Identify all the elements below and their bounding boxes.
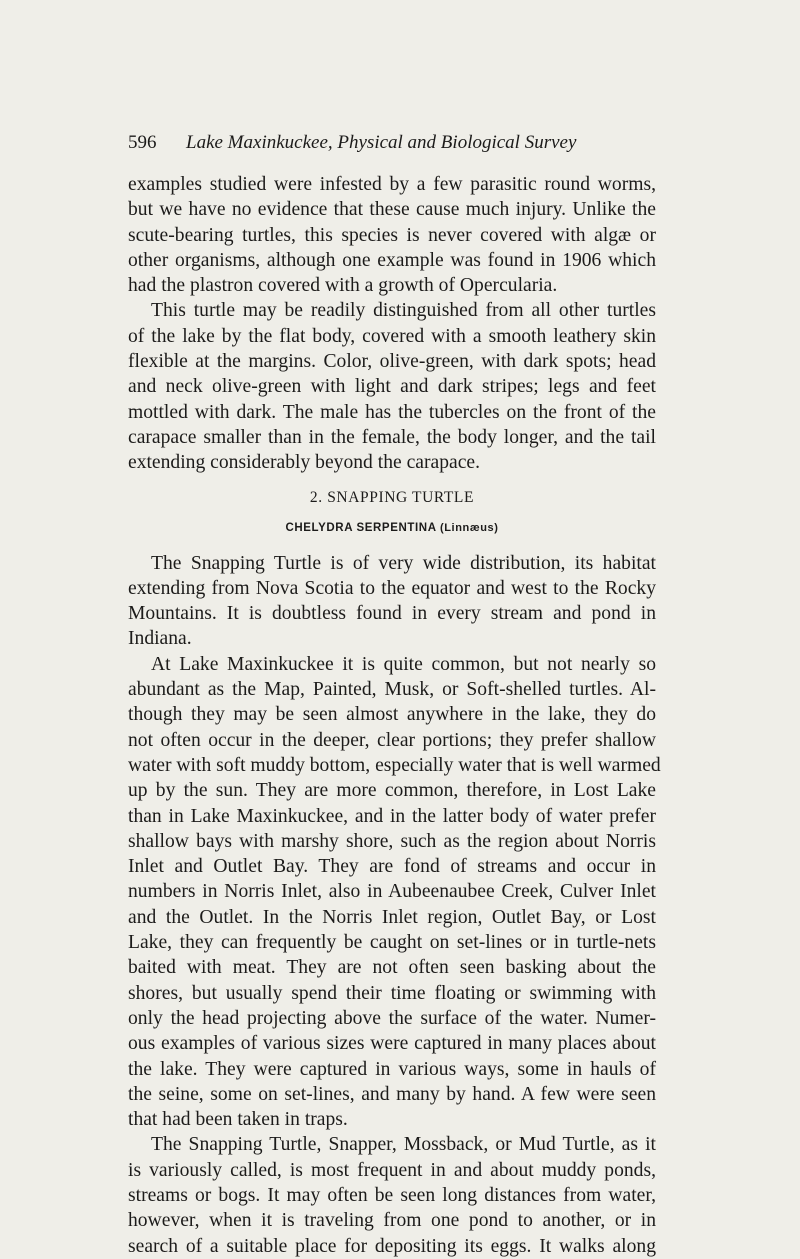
text-line: of the lake by the flat body, covered with a smooth leathery skin [128, 325, 656, 347]
text-line: however, when it is traveling from one pond to another, or in [128, 1210, 656, 1232]
text-line: shallow bays with marshy shore, such as the region about Norris [128, 830, 656, 852]
text-line: flexible at the margins. Color, olive-green, with dark spots; head [128, 351, 656, 373]
text-line: extending from Nova Scotia to the equator and west to the Rocky [128, 577, 656, 599]
page-number: 596 [128, 132, 157, 153]
text-line: mottled with dark. The male has the tubercles on the front of the [128, 401, 656, 423]
body-text [128, 172, 661, 1259]
text-line: streams or bogs. It may often be seen long distances from water, [128, 1184, 656, 1206]
text-line: Lake, they can frequently be caught on set-lines or in turtle-nets [128, 932, 656, 954]
text-line: and the Outlet. In the Norris Inlet region, Outlet Bay, or Lost [128, 906, 656, 928]
text-line: is variously called, is most frequent in and about muddy ponds, [128, 1159, 656, 1181]
text-line: scute-bearing turtles, this species is never covered with algæ or [128, 224, 656, 246]
text-line: though they may be seen almost anywhere in the lake, they do [128, 704, 656, 726]
text-line: that had been taken in traps. [128, 1109, 348, 1131]
species-name: CHELYDRA SERPENTINA [285, 521, 437, 534]
text-line: This turtle may be readily distinguished from all other turtles [151, 300, 656, 322]
text-line: numbers in Norris Inlet, also in Aubeenaubee Creek, Culver Inlet [128, 881, 656, 903]
text-line: Inlet and Outlet Bay. They are fond of streams and occur in [128, 856, 656, 878]
paragraph-2 [128, 298, 656, 475]
text-line: the seine, some on set-lines, and many by hand. A few were seen [128, 1083, 656, 1105]
text-line: than in Lake Maxinkuckee, and in the latter body of water prefer [128, 805, 656, 827]
paragraph-5 [128, 1132, 656, 1258]
text-line: other organisms, although one example was found in 1906 which [128, 249, 656, 271]
text-line: but we have no evidence that these cause much injury. Unlike the [128, 199, 656, 221]
text-line: and neck olive-green with light and dark stripes; legs and feet [128, 376, 656, 398]
text-line: The Snapping Turtle, Snapper, Mossback, or Mud Turtle, as it [151, 1134, 656, 1156]
text-line: Indiana. [128, 628, 192, 650]
section-heading: 2. SNAPPING TURTLE [309, 488, 475, 506]
text-line: At Lake Maxinkuckee it is quite common, but not nearly so [151, 653, 656, 675]
text-line: baited with meat. They are not often seen basking about the [128, 957, 656, 979]
running-header [128, 129, 668, 157]
text-line: water with soft muddy bottom, especially water that is well warmed [128, 754, 661, 776]
text-line: up by the sun. They are more common, therefore, in Lost Lake [128, 780, 656, 802]
text-line: Mountains. It is doubtless found in every stream and pond in [128, 603, 656, 625]
species-authority: (Linnæus) [439, 521, 499, 534]
text-line: only the head projecting above the surface of the water. Numer- [128, 1007, 656, 1029]
text-line: ous examples of various sizes were captured in many places about [128, 1033, 656, 1055]
paragraph-4 [128, 652, 661, 1133]
species-heading [128, 519, 656, 538]
text-line: extending considerably beyond the carapace. [128, 452, 480, 474]
running-title: Lake Maxinkuckee, Physical and Biological Survey [186, 132, 577, 153]
text-line: abundant as the Map, Painted, Musk, or Soft-shelled turtles. Al- [128, 679, 656, 701]
text-line: search of a suitable place for depositing its eggs. It walks along [128, 1235, 656, 1257]
text-line: the lake. They were captured in various ways, some in hauls of [128, 1058, 656, 1080]
text-line: The Snapping Turtle is of very wide distribution, its habitat [151, 552, 656, 574]
text-line: shores, but usually spend their time floating or swimming with [128, 982, 656, 1004]
text-line: had the plastron covered with a growth of Opercularia. [128, 275, 558, 297]
text-line: examples studied were infested by a few parasitic round worms, [128, 174, 656, 195]
text-line: not often occur in the deeper, clear portions; they prefer shallow [128, 729, 656, 751]
paragraph-3 [128, 551, 656, 652]
text-line: carapace smaller than in the female, the body longer, and the tail [128, 426, 656, 448]
paragraph-1 [128, 172, 656, 298]
